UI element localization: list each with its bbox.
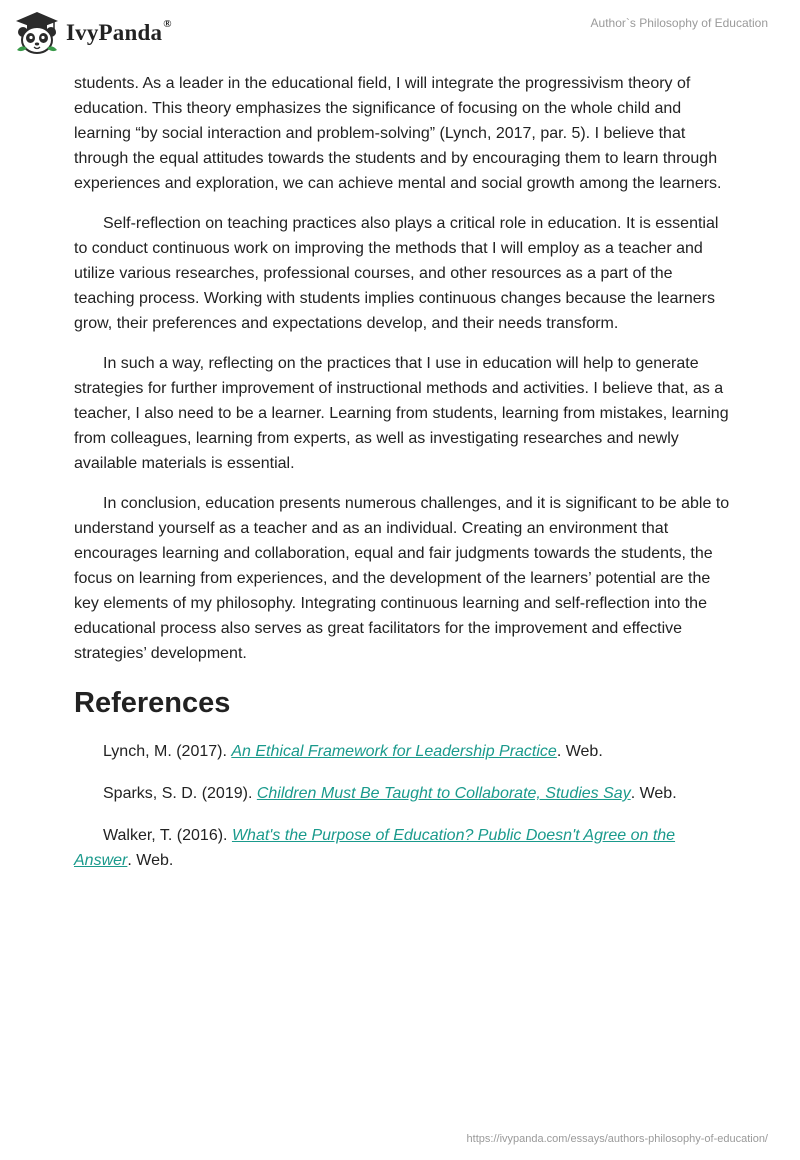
page-header (0, 0, 800, 60)
document-title: Author`s Philosophy of Education (590, 16, 768, 30)
reference-item (74, 781, 734, 806)
body-paragraph: In such a way, reflecting on the practices that I use in education will help to generate strategies for further improvement of instructional methods and activities. I believe that, as a teacher, I also need to be a learner. Learning from students, learning from mistakes, learning from colleagues, learning from experts, as well as investigating researches and newly available materials is essential. (74, 355, 729, 472)
reference-link[interactable]: An Ethical Framework for Leadership Practice (231, 743, 557, 760)
reference-link[interactable]: Children Must Be Taught to Collaborate, Studies Say (256, 785, 631, 802)
ivypanda-logo[interactable] (14, 10, 172, 56)
reference-suffix: . Web. (127, 852, 174, 869)
essay-content (74, 71, 734, 890)
reference-suffix: . Web. (556, 743, 603, 760)
body-paragraph: In conclusion, education presents numerous challenges, and it is significant to be able to understand yourself as a teacher and as an individual. Creating an environment that encourages learning and collaboration, equal and fair judgments towards the students, the focus on learning from experiences, and the development of the learners’ potential are the key elements of my philosophy. Integrating continuous learning and self-reflection into the educational process also serves as great facilitators for the improvement and effective strategies’ development. (74, 495, 730, 662)
reference-item (74, 823, 734, 873)
body-paragraph: students. As a leader in the educational field, I will integrate the progressivism theory of education. This theory emphasizes the significance of focusing on the whole child and learning “by social interaction and problem-solving” (Lynch, 2017, par. 5). I believe that through the equal attitudes towards the students and by encouraging them to learn through experiences and exploration, we can achieve mental and social growth among the learners. (74, 75, 722, 192)
reference-author: Sparks, S. D. (2019). (103, 785, 257, 802)
panda-graduate-icon (14, 10, 60, 56)
references-heading: References (74, 687, 231, 719)
logo-wordmark: IvyPanda® (66, 18, 172, 45)
reference-item (74, 739, 734, 764)
reference-suffix: . Web. (630, 785, 677, 802)
reference-link[interactable]: What's the Purpose of Education? Public Doesn't Agree on the Answer (74, 827, 676, 869)
source-url[interactable]: https://ivypanda.com/essays/authors-philosophy-of-education/ (466, 1133, 768, 1145)
reference-author: Walker, T. (2016). (103, 827, 232, 844)
body-paragraph: Self-reflection on teaching practices also plays a critical role in education. It is essential to conduct continuous work on improving the methods that I will employ as a teacher and utilize various researches, professional courses, and other resources as a part of the teaching process. Working with students implies continuous changes because the learners grow, their preferences and expectations develop, and their needs transform. (74, 215, 719, 332)
reference-author: Lynch, M. (2017). (103, 743, 232, 760)
